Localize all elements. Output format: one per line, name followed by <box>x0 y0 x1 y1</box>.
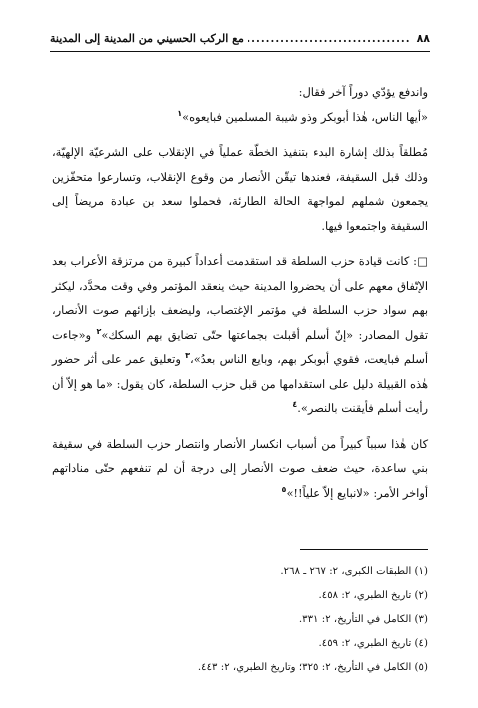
paragraph-3-part-3: وتعليق عمر على أثر حضور هٰذه القبيلة دليل على استقدامها من قبل حزب السلطة، كان يقول: «ما هو إلاّ أن رأيت أسلم فأيقنت بالنصر». <box>52 352 428 415</box>
paragraph-3-part-2: و«جاءت أسلم فبايعت، فقوي أبوبكر بهم، وبايع الناس بعدُ»، <box>52 327 428 366</box>
footnote-5: (٥) الكامل في التأريخ، ٢: ٣٢٥؛ وتاريخ الطبري، ٢: ٤٤٣. <box>197 662 428 673</box>
footnote-ref-1: ١ <box>177 108 183 118</box>
footnote-4: (٤) تاريخ الطبري، ٢: ٤٥٩. <box>318 638 428 649</box>
footnote-ref-3: ٣ <box>185 351 191 361</box>
paragraph-4-text: كان هٰذا سبباً كبيراً من أسباب انكسار الأنصار وانتصار حزب السلطة في سقيفة بني ساعدة، حيث ضعف صوت الأنصار إلى درجة أن لم تنفعهم حتّى مناداتهم أواخر الأمر: «لانبايع إلاّ علياً!!» <box>52 436 428 500</box>
paragraph-3-part-1: □: كانت قيادة حزب السلطة قد استقدمت أعداداً كبيرة من مرتزقة الأعراب بعد الإتّفاق معهم على أن يحضروا المدينة حيث ينعقد المؤتمر وفي وقت محدَّد، ليكثر بهم سواد حزب السلطة في مؤتمر الإغتصاب، وليضعف بإزائهم صوت الأنصار، تقول المصادر: «إنّ أسلم أقبلت بجماعتها حتّى تضايق بهم السكك» <box>52 254 428 342</box>
footnote-2: (٢) تاريخ الطبري، ٢: ٤٥٨. <box>318 590 428 601</box>
running-header <box>50 32 430 45</box>
footnote-rule <box>300 549 428 550</box>
leader-dots <box>248 32 411 45</box>
footnote-1: (١) الطبقات الكبرى، ٢: ٢٦٧ ـ ٢٦٨. <box>280 566 428 577</box>
running-title: مع الركب الحسيني من المدينة إلى المدينة <box>50 32 244 45</box>
footnote-3: (٣) الكامل في التأريخ، ٢: ٣٣١. <box>298 614 428 625</box>
paragraph-3 <box>52 249 428 421</box>
header-rule <box>50 51 430 52</box>
paragraph-4 <box>52 432 428 506</box>
footnote-ref-5: ٥ <box>281 484 287 494</box>
page-number: ٨٨ <box>416 32 430 45</box>
paragraph-intro: واندفع يؤدّي دوراً آخر فقال: <box>298 85 428 99</box>
paragraph-quote <box>52 105 428 130</box>
main-text <box>52 80 428 516</box>
footnotes <box>52 560 428 680</box>
quote-text: «أيها الناس، هٰذا أبوبكر وذو شيبة المسلمين فبايعوه» <box>182 109 428 124</box>
footnote-ref-4: ٤ <box>292 400 298 410</box>
paragraph-2: مُطلقاً بذلك إشارة البدء بتنفيذ الخطّة عملياً في الإنقلاب على الشرعيّة الإلهيّة، وذلك قبل السقيفة، فعندها تيقّن الأنصار من وقوع الإنقلاب، وتسارعوا متحفّزين يجمعون شملهم لمواجهة الحالة الطارئة، فحملوا سعد بن عبادة مريضاً إلى السقيفة واجتمعوا فيها. <box>52 145 428 233</box>
footnote-ref-2: ٢ <box>96 326 102 336</box>
